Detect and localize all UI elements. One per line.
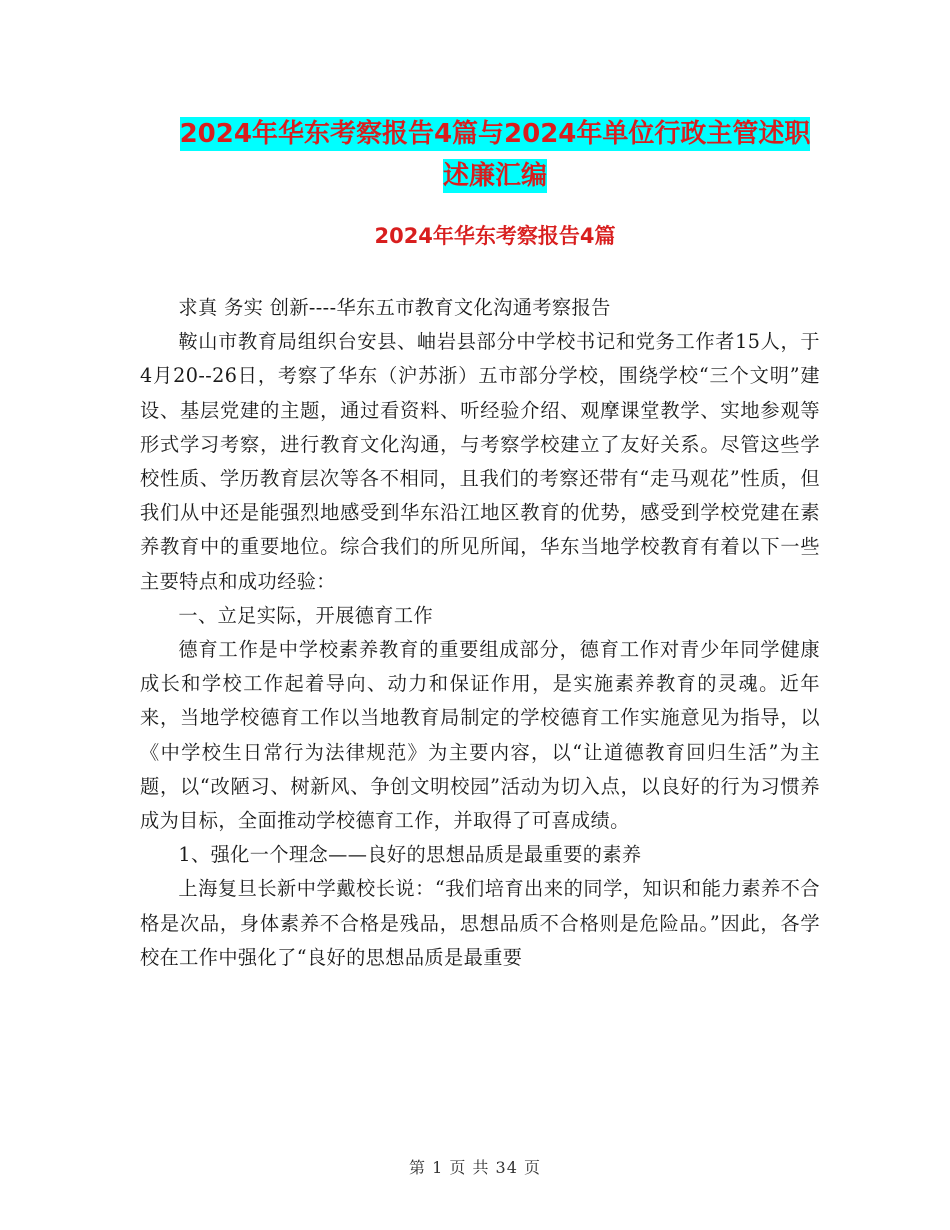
section-title: 2024年华东考察报告4篇	[374, 224, 616, 248]
document-title-line-2	[140, 154, 850, 198]
paragraph: 鞍山市教育局组织台安县、岫岩县部分中学校书记和党务工作者15人，于4月20--26日，考察了华东（沪苏浙）五市部分学校，围绕学校“三个文明”建设、基层党建的主题，通过看资料、听经验介绍、观摩课堂教学、实地参观等形式学习考察，进行教育文化沟通，与考察学校建立了友好关系。尽管这些学校性质、学历教育层次等各不相同，且我们的考察还带有“走马观花”性质，但我们从中还是能强烈地感受到华东沿江地区教育的优势，感受到学校党建在素养教育中的重要地位。综合我们的所见所闻，华东当地学校教育有着以下一些主要特点和成功经验：	[140, 330, 820, 593]
document-body	[140, 291, 820, 975]
document-title-line-1	[140, 112, 850, 156]
title-highlight-2: 述廉汇编	[442, 161, 547, 191]
page-footer: 第 1 页 共 34 页	[409, 1158, 541, 1177]
paragraph-heading: 1、强化一个理念——良好的思想品质是最重要的素养	[178, 843, 642, 867]
paragraph: 上海复旦长新中学戴校长说：“我们培育出来的同学，知识和能力素养不合格是次品，身体素养不合格是残品，思想品质不合格则是危险品。”因此，各学校在工作中强化了“良好的思想品质是最重要	[140, 877, 820, 969]
paragraph: 德育工作是中学校素养教育的重要组成部分，德育工作对青少年同学健康成长和学校工作起着导向、动力和保证作用，是实施素养教育的灵魂。近年来，当地学校德育工作以当地教育局制定的学校德育工作实施意见为指导，以《中学校生日常行为法律规范》为主要内容，以“让道德教育回归生活”为主题，以“改陋习、树新风、争创文明校园”活动为切入点，以良好的行为习惯养成为目标，全面推动学校德育工作，并取得了可喜成绩。	[140, 638, 820, 833]
title-highlight-1: 2024年华东考察报告4篇与2024年单位行政主管述职	[179, 119, 811, 149]
paragraph-heading: 一、立足实际，开展德育工作	[178, 603, 434, 627]
paragraph-subtitle: 求真 务实 创新----华东五市教育文化沟通考察报告	[178, 296, 611, 319]
